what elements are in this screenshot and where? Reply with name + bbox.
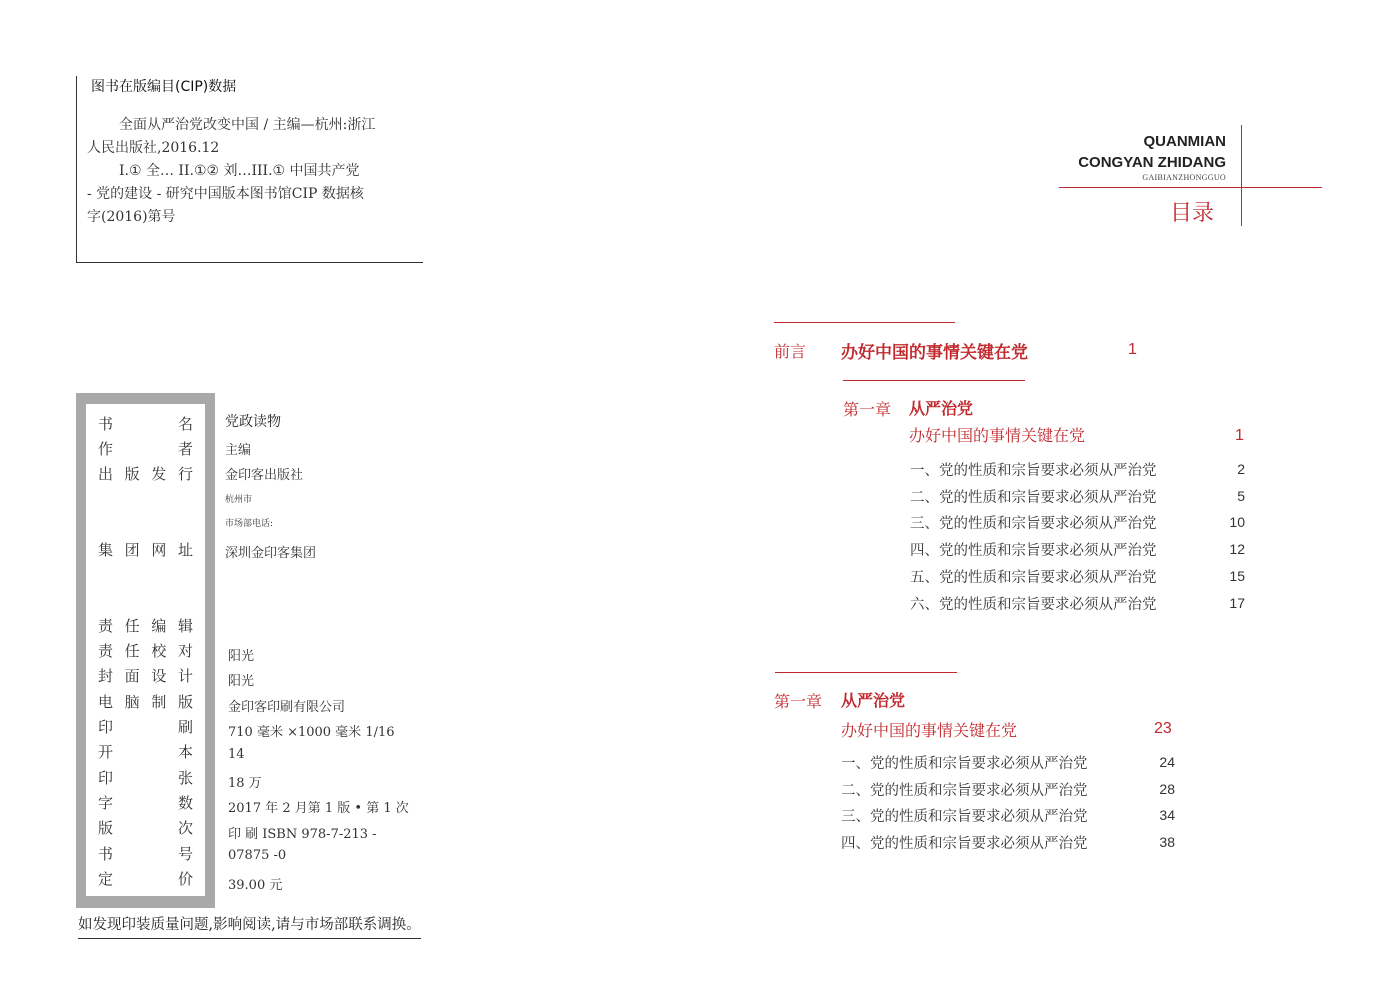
preface-page: 1 bbox=[1128, 341, 1137, 358]
toc-item-page: 12 bbox=[1229, 541, 1245, 557]
chapter2-title[interactable]: 从严治党 bbox=[841, 691, 906, 710]
toc-item-page: 10 bbox=[1229, 514, 1245, 530]
value-publisher: 金印客出版社 bbox=[225, 468, 304, 483]
label-publisher: 出 版 发 行 bbox=[98, 465, 193, 483]
chapter1-subtitle[interactable]: 办好中国的事情关键在党 bbox=[909, 426, 1086, 445]
label-sheets: 印 张 bbox=[98, 769, 193, 787]
value-author: 主编 bbox=[225, 443, 252, 458]
toc-item[interactable]: 二、党的性质和宗旨要求必须从严治党 bbox=[841, 783, 1088, 799]
toc-item[interactable]: 三、党的性质和宗旨要求必须从严治党 bbox=[910, 516, 1157, 532]
value-printing: 710 毫米 ×1000 毫米 1/16 bbox=[228, 725, 395, 740]
toc-item[interactable]: 一、党的性质和宗旨要求必须从严治党 bbox=[910, 463, 1157, 479]
cip-line: I.① 全… II.①② 刘…III.① 中国共产党 bbox=[119, 163, 360, 179]
label-price: 定 价 bbox=[98, 870, 193, 888]
cip-line: 全面从严治党改变中国 / 主编—杭州:浙江 bbox=[119, 117, 376, 133]
toc-item[interactable]: 二、党的性质和宗旨要求必须从严治党 bbox=[910, 490, 1157, 506]
toc-item[interactable]: 四、党的性质和宗旨要求必须从严治党 bbox=[841, 836, 1088, 852]
toc-item-page: 28 bbox=[1159, 781, 1175, 797]
quality-notice: 如发现印装质量问题,影响阅读,请与市场部联系调换。 bbox=[78, 913, 421, 939]
label-editor: 责 任 编 辑 bbox=[98, 617, 193, 635]
toc-item-page: 5 bbox=[1237, 488, 1245, 504]
label-book-name: 书 名 bbox=[98, 415, 193, 433]
label-cover-design: 封 面 设 计 bbox=[98, 667, 193, 685]
preface-title[interactable]: 办好中国的事情关键在党 bbox=[841, 343, 1028, 363]
label-typesetting: 电 脑 制 版 bbox=[98, 693, 193, 711]
value-city: 杭州市 bbox=[225, 495, 253, 505]
toc-item[interactable]: 一、党的性质和宗旨要求必须从严治党 bbox=[841, 756, 1088, 772]
preface-rule bbox=[774, 322, 955, 323]
header-vertical-rule bbox=[1241, 125, 1242, 226]
value-words: 2017 年 2 月第 1 版 • 第 1 次 bbox=[228, 801, 409, 816]
label-book-no: 书 号 bbox=[98, 845, 193, 863]
value-cover-design: 阳光 bbox=[228, 674, 255, 689]
toc-item-page: 24 bbox=[1159, 754, 1175, 770]
chapter2-page: 23 bbox=[1154, 720, 1172, 737]
toc-item[interactable]: 五、党的性质和宗旨要求必须从严治党 bbox=[910, 570, 1157, 586]
value-proofreader: 阳光 bbox=[228, 649, 255, 664]
chapter1-page: 1 bbox=[1235, 427, 1244, 444]
chapter2-rule bbox=[775, 672, 957, 673]
label-format: 开 本 bbox=[98, 743, 193, 761]
chapter1-label: 第一章 bbox=[843, 400, 892, 419]
toc-title: 目录 bbox=[1170, 201, 1215, 226]
label-author: 作 者 bbox=[98, 440, 193, 458]
cip-line: 字(2016)第号 bbox=[87, 209, 176, 225]
label-printing: 印 刷 bbox=[98, 718, 193, 736]
toc-item[interactable]: 六、党的性质和宗旨要求必须从严治党 bbox=[910, 597, 1157, 613]
toc-item-page: 38 bbox=[1159, 834, 1175, 850]
chapter1-title[interactable]: 从严治党 bbox=[909, 399, 974, 418]
value-sheets: 18 万 bbox=[228, 776, 262, 791]
header-line-3: GAIBIANZHONGGUO bbox=[1142, 173, 1226, 182]
value-edition: 印 刷 ISBN 978-7-213 - bbox=[228, 827, 377, 842]
label-group-site: 集 团 网 址 bbox=[98, 541, 193, 559]
label-words: 字 数 bbox=[98, 794, 193, 812]
cip-title: 图书在版编目(CIP)数据 bbox=[91, 79, 237, 95]
toc-item-page: 17 bbox=[1229, 595, 1245, 611]
value-format: 14 bbox=[228, 747, 245, 762]
toc-item[interactable]: 三、党的性质和宗旨要求必须从严治党 bbox=[841, 809, 1088, 825]
header-line-2: CONGYAN ZHIDANG bbox=[1078, 154, 1226, 171]
value-book-name: 党政读物 bbox=[225, 414, 281, 430]
cip-line: 人民出版社,2016.12 bbox=[87, 140, 220, 156]
label-edition: 版 次 bbox=[98, 819, 193, 837]
toc-item[interactable]: 四、党的性质和宗旨要求必须从严治党 bbox=[910, 543, 1157, 559]
value-price: 39.00 元 bbox=[228, 878, 283, 893]
chapter1-rule bbox=[843, 380, 1025, 381]
value-group-site: 深圳金印客集团 bbox=[225, 546, 317, 561]
value-book-no: 07875 -0 bbox=[228, 848, 287, 863]
label-proofreader: 责 任 校 对 bbox=[98, 642, 193, 660]
toc-item-page: 34 bbox=[1159, 807, 1175, 823]
chapter2-label: 第一章 bbox=[774, 692, 823, 711]
preface-label: 前言 bbox=[774, 342, 807, 361]
header-horizontal-rule bbox=[1059, 187, 1322, 188]
chapter2-subtitle[interactable]: 办好中国的事情关键在党 bbox=[841, 721, 1018, 740]
value-typesetting: 金印客印刷有限公司 bbox=[228, 700, 346, 715]
cip-block bbox=[76, 76, 423, 263]
cip-line: - 党的建设 - 研究中国版本图书馆CIP 数据核 bbox=[87, 186, 364, 202]
cip-body bbox=[87, 114, 421, 229]
header-line-1: QUANMIAN bbox=[1143, 133, 1226, 150]
toc-item-page: 2 bbox=[1237, 461, 1245, 477]
toc-item-page: 15 bbox=[1229, 568, 1245, 584]
value-phone: 市场部电话: bbox=[225, 519, 274, 529]
